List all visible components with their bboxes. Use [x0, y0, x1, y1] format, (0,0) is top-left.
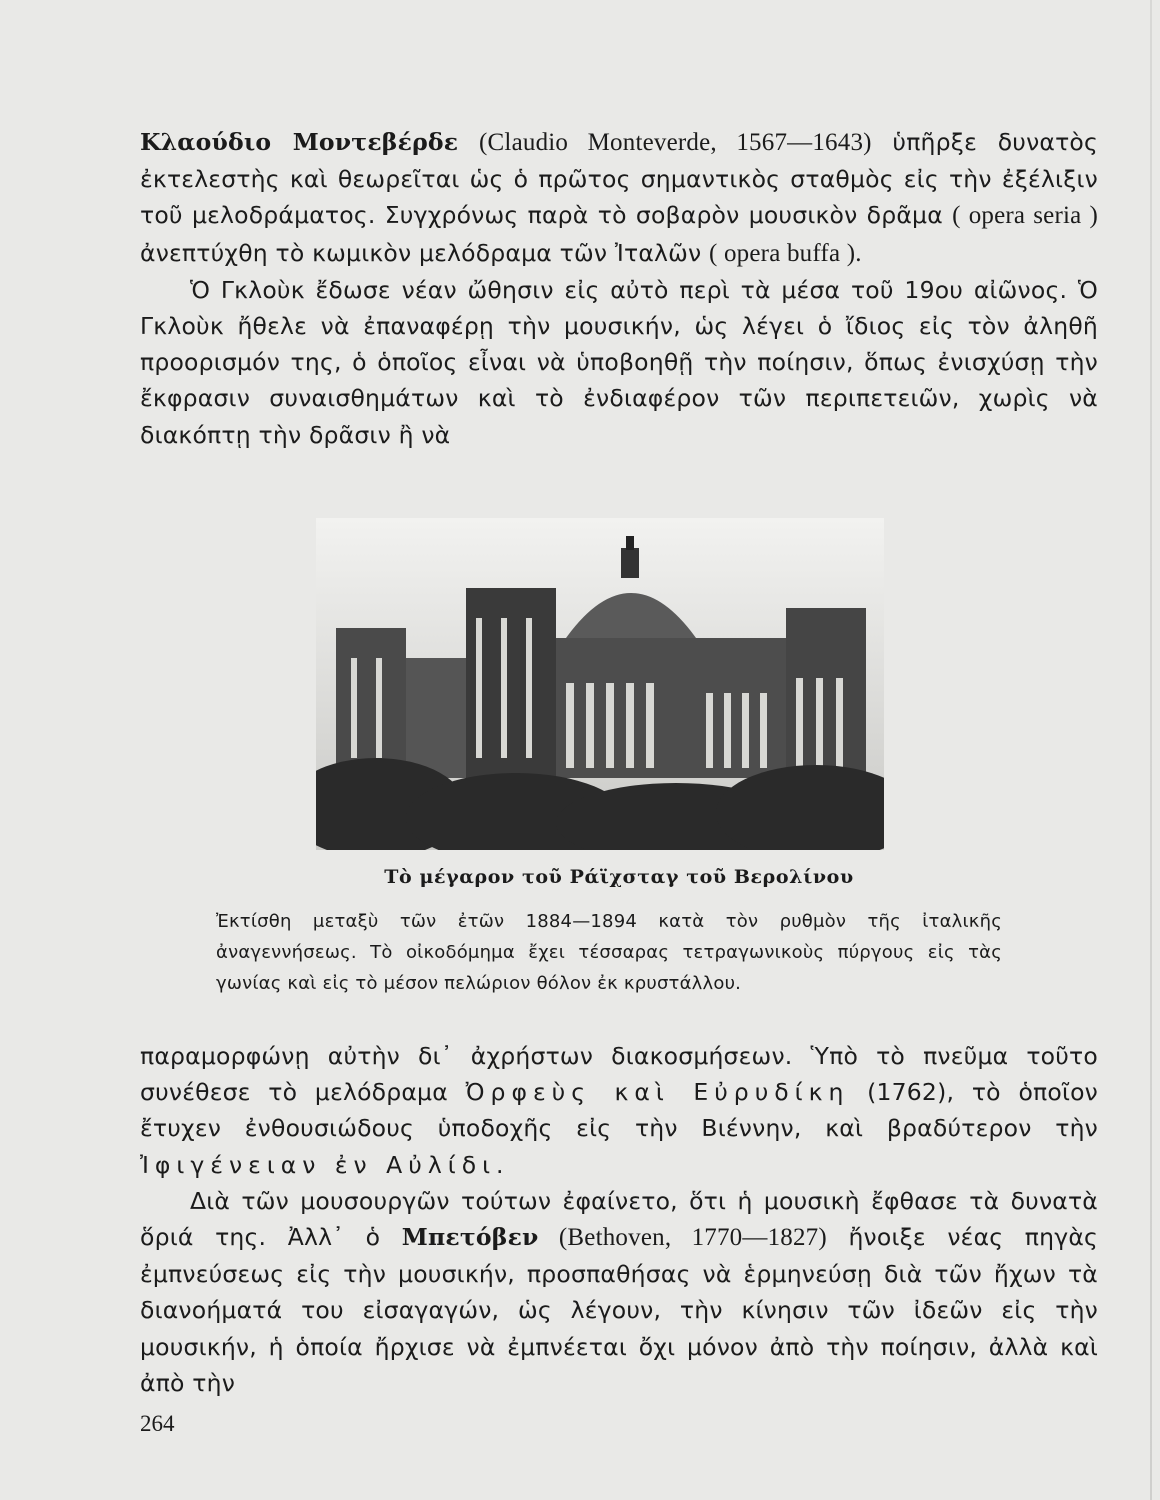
- monteverde-name: Κλαούδιο Μοντεβέρδε: [140, 128, 459, 156]
- figure-title: Τὸ μέγαρον τοῦ Ράϊχσταγ τοῦ Βερολίνου: [384, 866, 854, 888]
- beethoven-name: Μπετόβεν: [401, 1223, 539, 1252]
- monteverde-text-1: ὑπῆρξε δυνατὸς ἐκτελεστὴς καὶ θεωρεῖται ὡς ὁ πρῶτος σημαντικὸς σταθμὸς εἰς τὴν ἐξέλιξιν τοῦ μελοδράματος. Συγχρόνως παρὰ τὸ σοβαρὸν μουσικὸν δρᾶμα: [140, 128, 1099, 230]
- monteverde-latin-name: (Claudio Monteverde, 1567—1643): [479, 129, 872, 156]
- beethoven-text-1: Διὰ τῶν μουσουργῶν τούτων ἐφαίνετο, ὅτι ἡ μουσικὴ ἔφθασε τὰ δυνατὰ ὅριά της. Ἀλλ᾽ ὁ: [140, 1186, 1098, 1252]
- gluck-paragraph: Ὁ Γκλοὺκ ἔδωσε νέαν ὤθησιν εἰς αὐτὸ περὶ τὰ μέσα τοῦ 19ου αἰῶνος. Ὁ Γκλοὺκ ἤθελε νὰ ἐπαναφέρῃ τὴν μουσικήν, ὡς λέγει ὁ ἴδιος εἰς τὸν ἀληθῆ προορισμόν της, ὁ ὁποῖος εἶναι νὰ ὑποβοηθῇ τὴν ποίησιν, ὅπως ἐνισχύσῃ τὴν ἔκφρασιν συναισθημάτων καὶ τὸ ἐνδιαφέρον τῶν περιπετειῶν, χωρὶς νὰ διακόπτῃ τὴν δρᾶσιν ἢ νὰ: [140, 275, 1098, 449]
- beethoven-text-2: ἤνοιξε νέας πηγὰς ἐμπνεύσεως εἰς τὴν μουσικήν, προσπαθήσας νὰ ἑρμηνεύσῃ διὰ τῶν ἤχων τὰ διανοήματά του εἰσαγαγών, ὡς λέγουν, τὴν κίνησιν τῶν ἰδεῶν εἰς τὴν μουσικήν, ἡ ὁποία ἤρχισε νὰ ἐμπνέεται ὄχι μόνον ἀπὸ τὴν ποίησιν, ἀλλὰ καὶ ἀπὸ τὴν: [140, 1223, 1099, 1397]
- page-number: 264: [140, 1411, 175, 1436]
- orfeus-title: Ὀρφεὺς καὶ Εὐρυδίκη: [465, 1078, 850, 1107]
- monteverde-paragraph: [140, 124, 1098, 272]
- beethoven-paragraph: [140, 1183, 1098, 1401]
- bottom-paragraph: [140, 1038, 1098, 1401]
- ifigeneia-title: Ἰφιγένειαν ἐν Αὐλίδι.: [140, 1150, 510, 1179]
- opera-buffa: ( opera buffa ).: [709, 239, 862, 267]
- orfeus-text-1: παραμορφώνῃ αὐτὴν δι᾽ ἀχρήστων διακοσμήσεων. Ὑπὸ τὸ πνεῦμα τοῦτο συνέθεσε τὸ μελόδραμα: [140, 1042, 1098, 1107]
- opera-seria: ( opera seria ): [952, 202, 1098, 230]
- reichstag-photo: [316, 518, 884, 850]
- orfeus-paragraph: [140, 1038, 1098, 1183]
- beethoven-latin-name: (Bethoven, 1770—1827): [538, 1224, 827, 1252]
- figure-caption: Ἐκτίσθη μεταξὺ τῶν ἐτῶν 1884—1894 κατὰ τὸν ρυθμὸν τῆς ἰταλικῆς ἀναγεννήσεως. Τὸ οἰκοδόμημα ἔχει τέσσαρας τετραγωνικοὺς πύργους εἰς τὰς γωνίας καὶ εἰς τὸ μέσον πελώριον θόλον ἐκ κρυστάλλου.: [216, 911, 1002, 994]
- monteverde-text-2: ἀνεπτύχθη τὸ κωμικὸν μελόδραμα τῶν Ἰταλῶν: [140, 238, 709, 267]
- page-edge: [1150, 0, 1152, 1500]
- reichstag-illustration: [316, 518, 884, 850]
- orfeus-text-2: (1762), τὸ ὁποῖον ἔτυχεν ἐνθουσιώδους ὑποδοχῆς εἰς τὴν Βιέννην, καὶ βραδύτερον τὴν: [140, 1078, 1099, 1143]
- top-paragraph: [140, 124, 1098, 453]
